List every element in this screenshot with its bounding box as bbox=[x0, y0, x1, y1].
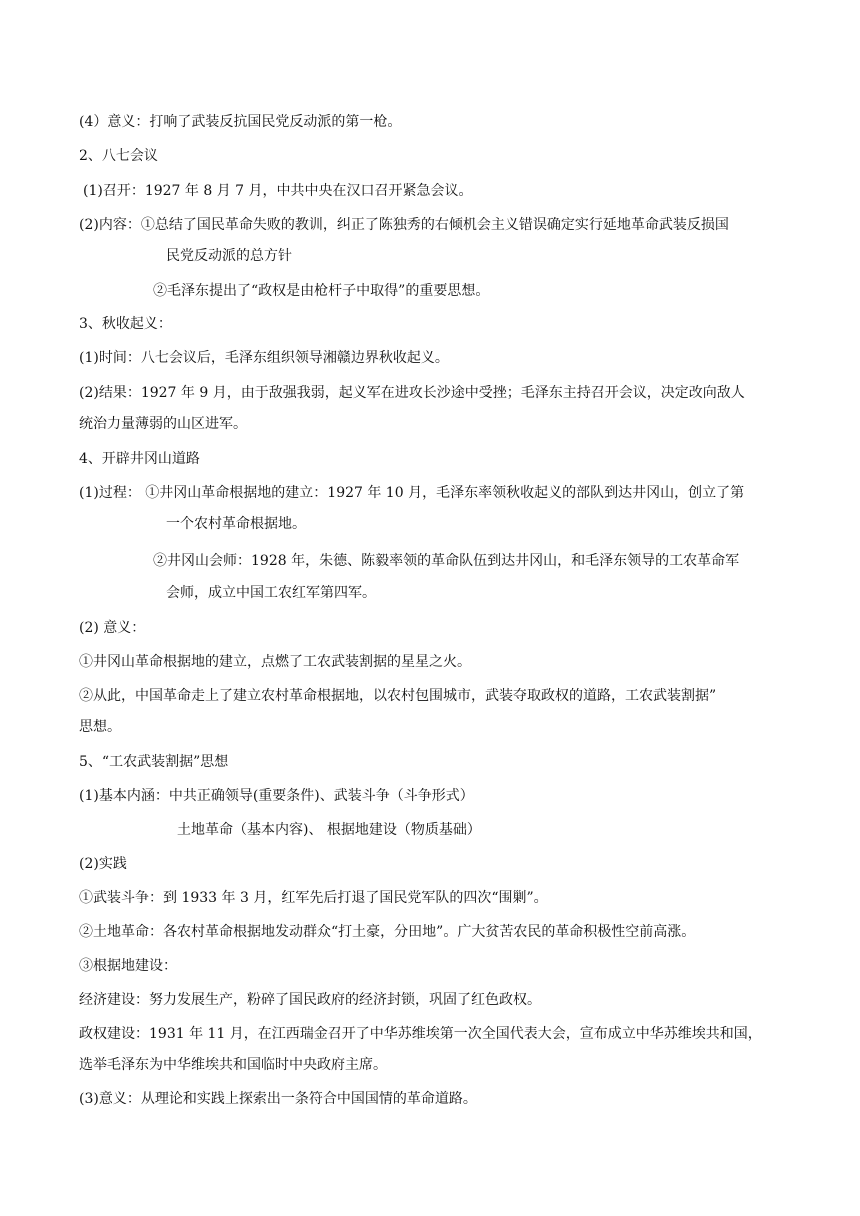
text-line: 民党反动派的总方针 bbox=[166, 248, 292, 264]
text-line: (2) 意义： bbox=[79, 620, 146, 636]
section-heading: 2、八七会议 bbox=[79, 148, 158, 164]
text-line: 选举毛泽东为中华维埃共和国临时中央政府主席。 bbox=[79, 1057, 387, 1073]
text-line: ①井冈山革命根据地的建立，点燃了工农武装割据的星星之火。 bbox=[79, 654, 471, 670]
text-line: 土地革命（基本内容)、 根据地建设（物质基础） bbox=[177, 822, 481, 838]
text-line: ②从此，中国革命走上了建立农村革命根据地，以农村包围城市，武装夺取政权的道路，工农武装割据” bbox=[79, 688, 717, 704]
section-heading: 3、秋收起义： bbox=[79, 316, 172, 332]
text-line: 统治力量薄弱的山区进军。 bbox=[79, 416, 247, 432]
text-line: (2)结果：1927 年 9 月，由于敌强我弱，起义军在进攻长沙途中受挫；毛泽东主持召开会议，决定改向敌人 bbox=[79, 385, 745, 401]
text-line: (3)意义：从理论和实践上探索出一条符合中国国情的革命道路。 bbox=[79, 1091, 477, 1107]
text-line: (2)实践 bbox=[79, 856, 127, 872]
section-heading: 5、“工农武装割据”思想 bbox=[79, 754, 229, 770]
text-line: ①武装斗争：到 1933 年 3 月，红军先后打退了国民党军队的四次“围剿”。 bbox=[79, 890, 548, 906]
text-line: (1)时间：八七会议后，毛泽东组织领导湘赣边界秋收起义。 bbox=[79, 350, 449, 366]
text-line: 思想。 bbox=[79, 719, 121, 735]
text-line: ③根据地建设： bbox=[79, 958, 177, 974]
text-line: (1)召开：1927 年 8 月 7 月，中共中央在汉口召开紧急会议。 bbox=[83, 183, 473, 199]
text-line: 一个农村革命根据地。 bbox=[166, 516, 306, 532]
text-line: 会师，成立中国工农红军第四军。 bbox=[166, 585, 376, 601]
section-heading: 4、开辟井冈山道路 bbox=[79, 451, 200, 467]
text-line: ②井冈山会师：1928 年，朱德、陈毅率领的革命队伍到达井冈山，和毛泽东领导的工农革命军 bbox=[153, 553, 740, 569]
text-line: (1)过程： ①井冈山革命根据地的建立：1927 年 10 月，毛泽东率领秋收起义的部队到达井冈山，创立了第 bbox=[79, 485, 745, 501]
text-line: (4）意义：打响了武装反抗国民党反动派的第一枪。 bbox=[79, 114, 402, 130]
text-line: ②毛泽东提出了“政权是由枪杆子中取得”的重要思想。 bbox=[153, 283, 490, 299]
text-line: (1)基本内涵：中共正确领导(重要条件)、武装斗争（斗争形式） bbox=[79, 788, 474, 804]
text-line: (2)内容：①总结了国民革命失败的教训，纠正了陈独秀的右倾机会主义错误确定实行延地革命武装反损国 bbox=[79, 217, 729, 233]
text-line: ②土地革命：各农村革命根据地发动群众“打土豪，分田地”。广大贫苦农民的革命积极性空前高涨。 bbox=[79, 924, 696, 940]
text-line: 经济建设：努力发展生产，粉碎了国民政府的经济封锁，巩固了红色政权。 bbox=[79, 992, 541, 1008]
text-line: 政权建设：1931 年 11 月，在江西瑞金召开了中华苏维埃第一次全国代表大会，宣布成立中华苏维埃共和国， bbox=[79, 1026, 762, 1042]
